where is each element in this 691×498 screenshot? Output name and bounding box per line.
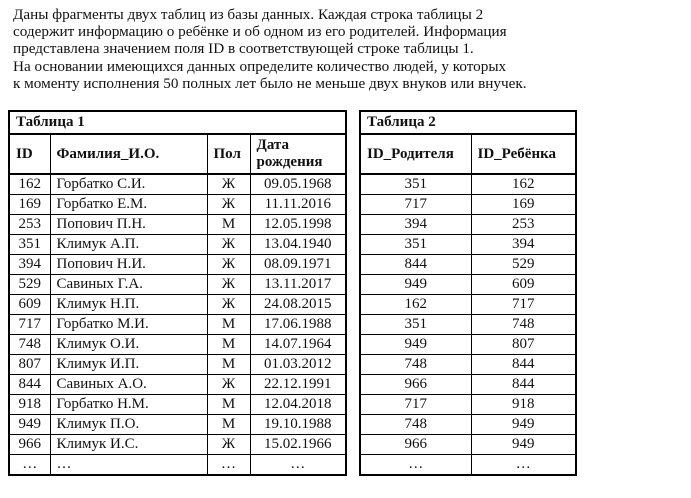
cell-name: Климук И.С.: [50, 435, 207, 455]
cell-id: 748: [9, 335, 50, 355]
cell-child-id: 162: [471, 174, 576, 195]
table-2: [359, 110, 577, 476]
cell-name: Горбатко С.И.: [50, 174, 207, 195]
cell-gender: Ж: [207, 295, 250, 315]
table-row: [9, 395, 346, 415]
cell-name: Климук Н.П.: [50, 295, 207, 315]
cell-child-id: 918: [471, 395, 576, 415]
cell-gender: М: [207, 335, 250, 355]
table-row: [9, 355, 346, 375]
table-row: [360, 335, 576, 355]
cell-id: 529: [9, 275, 50, 295]
cell-child-id: 807: [471, 335, 576, 355]
cell-name: Савиных А.О.: [50, 375, 207, 395]
problem-text: [13, 6, 571, 92]
column-header-name: Фамилия_И.О.: [50, 134, 207, 174]
column-header-child-id: ID_Ребёнка: [471, 134, 576, 174]
cell-child-id: 748: [471, 315, 576, 335]
cell-parent-id: 717: [360, 395, 471, 415]
cell-gender: Ж: [207, 375, 250, 395]
table-row: [9, 235, 346, 255]
cell-id: 949: [9, 415, 50, 435]
cell-name: Попович П.Н.: [50, 215, 207, 235]
cell-child-id: 844: [471, 375, 576, 395]
cell-parent-id: 717: [360, 195, 471, 215]
cell-child-id: 949: [471, 435, 576, 455]
table-row: [9, 255, 346, 275]
cell-birthdate: 14.07.1964: [250, 335, 346, 355]
cell-parent-id: 949: [360, 335, 471, 355]
cell-child-id: 529: [471, 255, 576, 275]
table-row: [9, 455, 346, 476]
cell-id: 918: [9, 395, 50, 415]
cell-gender: Ж: [207, 255, 250, 275]
cell-name: Климук А.П.: [50, 235, 207, 255]
cell-parent-id: 949: [360, 275, 471, 295]
cell-gender: Ж: [207, 174, 250, 195]
cell-gender: Ж: [207, 435, 250, 455]
cell-child-id: …: [515, 456, 531, 472]
table-row: [360, 195, 576, 215]
cell-birthdate: 12.04.2018: [250, 395, 346, 415]
cell-id: 844: [9, 375, 50, 395]
cell-name: …: [50, 455, 207, 476]
cell-birthdate: 11.11.2016: [250, 195, 346, 215]
table-row: [9, 375, 346, 395]
problem-line: к моменту исполнения 50 полных лет было не меньше двух внуков или внучек.: [13, 74, 527, 92]
cell-name: Попович Н.И.: [50, 255, 207, 275]
cell-id: 351: [9, 235, 50, 255]
table-row: [9, 215, 346, 235]
table-row: [360, 295, 576, 315]
table-row: [360, 375, 576, 395]
cell-name: Климук И.П.: [50, 355, 207, 375]
cell-parent-id: 966: [360, 435, 471, 455]
cell-parent-id: 748: [360, 415, 471, 435]
table-row: [9, 415, 346, 435]
cell-name: Горбатко Е.М.: [50, 195, 207, 215]
table-row: [360, 235, 576, 255]
cell-child-id: 609: [471, 275, 576, 295]
cell-parent-id: 844: [360, 255, 471, 275]
problem-line: содержит информацию о ребёнке и об одном из его родителей. Информация: [13, 23, 507, 41]
cell-name: Савиных Г.А.: [50, 275, 207, 295]
cell-gender: М: [207, 215, 250, 235]
cell-child-id: 169: [471, 195, 576, 215]
cell-id: 717: [9, 315, 50, 335]
cell-id: 253: [9, 215, 50, 235]
cell-parent-id: 351: [360, 315, 471, 335]
table-row: [360, 255, 576, 275]
cell-child-id: 949: [471, 415, 576, 435]
column-header-id: ID: [9, 134, 50, 174]
column-header-gender: Пол: [207, 134, 250, 174]
cell-name: Горбатко М.И.: [50, 315, 207, 335]
cell-parent-id: 162: [360, 295, 471, 315]
cell-birthdate: 08.09.1971: [250, 255, 346, 275]
cell-child-id: 253: [471, 215, 576, 235]
table-row: [360, 415, 576, 435]
cell-birthdate: 24.08.2015: [250, 295, 346, 315]
cell-child-id: 717: [471, 295, 576, 315]
column-header-parent-id: ID_Родителя: [360, 134, 471, 174]
problem-line: представлена значением поля ID в соответствующей строке таблицы 1.: [13, 40, 474, 58]
cell-gender: М: [207, 355, 250, 375]
cell-parent-id: 966: [360, 375, 471, 395]
table-row: [360, 275, 576, 295]
column-header-birthdate: Дата рождения: [250, 134, 346, 174]
table-row: [9, 275, 346, 295]
cell-id: …: [9, 455, 50, 476]
cell-id: 394: [9, 255, 50, 275]
problem-line: Даны фрагменты двух таблиц из базы данных. Каждая строка таблицы 2: [13, 6, 484, 23]
table-row: [360, 435, 576, 455]
table-row: [9, 335, 346, 355]
table-row: [9, 315, 346, 335]
cell-id: 609: [9, 295, 50, 315]
cell-child-id: 844: [471, 355, 576, 375]
cell-birthdate: 17.06.1988: [250, 315, 346, 335]
cell-gender: Ж: [207, 195, 250, 215]
cell-birthdate: 13.11.2017: [250, 275, 346, 295]
cell-name: Горбатко Н.М.: [50, 395, 207, 415]
cell-id: 966: [9, 435, 50, 455]
table-row: [9, 195, 346, 215]
cell-name: Климук П.О.: [50, 415, 207, 435]
table-row: [360, 455, 576, 476]
cell-id: 162: [9, 174, 50, 195]
cell-gender: Ж: [207, 275, 250, 295]
table-1-caption: Таблица 1: [9, 111, 346, 134]
cell-parent-id: 351: [360, 174, 471, 195]
table-row: [360, 174, 576, 195]
cell-birthdate: 01.03.2012: [250, 355, 346, 375]
cell-birthdate: 12.05.1998: [250, 215, 346, 235]
table-row: [9, 295, 346, 315]
table-2-caption: Таблица 2: [360, 111, 576, 134]
table-row: [360, 315, 576, 335]
cell-birthdate: 09.05.1968: [250, 174, 346, 195]
cell-name: Климук О.И.: [50, 335, 207, 355]
cell-parent-id: …: [360, 455, 471, 476]
cell-gender: М: [207, 395, 250, 415]
cell-parent-id: 748: [360, 355, 471, 375]
cell-birthdate: 19.10.1988: [250, 415, 346, 435]
cell-id: 807: [9, 355, 50, 375]
cell-birthdate: 13.04.1940: [250, 235, 346, 255]
cell-parent-id: 394: [360, 215, 471, 235]
table-row: [360, 395, 576, 415]
table-row: [9, 174, 346, 195]
cell-id: 169: [9, 195, 50, 215]
table-1: [8, 110, 347, 476]
cell-birthdate: 22.12.1991: [250, 375, 346, 395]
cell-gender: Ж: [207, 235, 250, 255]
cell-birthdate: 15.02.1966: [250, 435, 346, 455]
table-row: [360, 355, 576, 375]
cell-parent-id: 351: [360, 235, 471, 255]
problem-line: На основании имеющихся данных определите количество людей, у которых: [13, 57, 507, 75]
cell-birthdate: …: [290, 456, 306, 472]
cell-child-id: 394: [471, 235, 576, 255]
cell-gender: М: [207, 415, 250, 435]
table-row: [9, 435, 346, 455]
cell-gender: …: [207, 455, 250, 476]
cell-gender: М: [207, 315, 250, 335]
table-row: [360, 215, 576, 235]
